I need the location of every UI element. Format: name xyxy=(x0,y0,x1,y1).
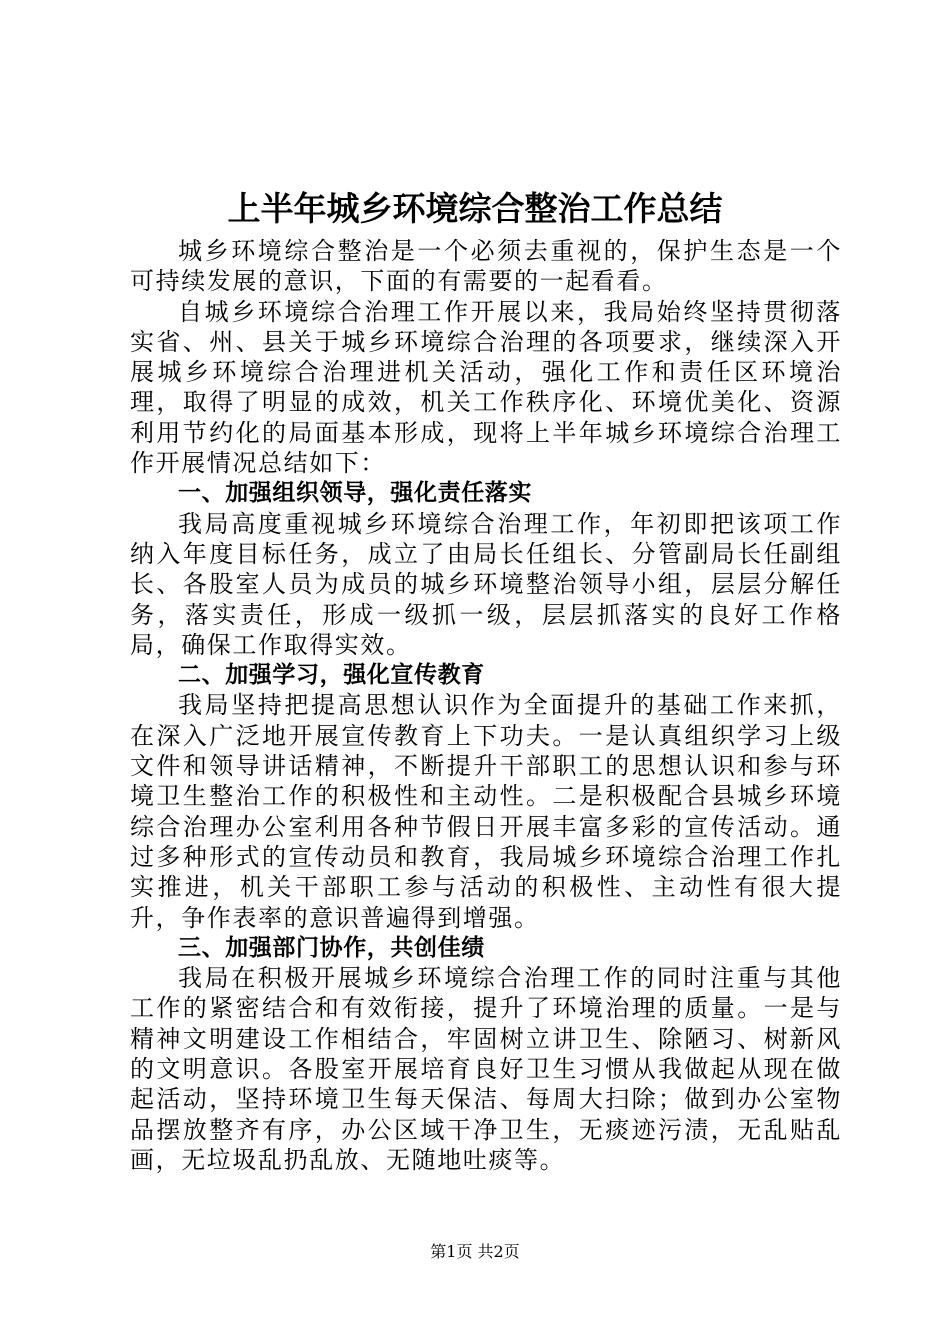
document-body xyxy=(130,236,842,1175)
paragraph-overview: 自城乡环境综合治理工作开展以来，我局始终坚持贯彻落实省、州、县关于城乡环境综合治理的各项要求，继续深入开展城乡环境综合治理进机关活动，强化工作和责任区环境治理，取得了明显的成效，机关工作秩序化、环境优美化、资源利用节约化的局面基本形成，现将上半年城乡环境综合治理工作开展情况总结如下： xyxy=(130,297,842,478)
paragraph-section-3: 我局在积极开展城乡环境综合治理工作的同时注重与其他工作的紧密结合和有效衔接，提升了环境治理的质量。一是与精神文明建设工作相结合，牢固树立讲卫生、除陋习、树新风的文明意识。各股室开展培育良好卫生习惯从我做起从现在做起活动，坚持环境卫生每天保洁、每周大扫除；做到办公室物品摆放整齐有序，办公区域干净卫生，无痰迹污渍，无乱贴乱画，无垃圾乱扔乱放、无随地吐痰等。 xyxy=(130,964,842,1174)
page-number-footer: 第1页 共2页 xyxy=(430,1242,520,1261)
document-title: 上半年城乡环境综合整治工作总结 xyxy=(227,189,723,228)
paragraph-section-1: 我局高度重视城乡环境综合治理工作，年初即把该项工作纳入年度目标任务，成立了由局长任组长、分管副局长任副组长、各股室人员为成员的城乡环境整治领导小组，层层分解任务，落实责任，形成一级抓一级，层层抓落实的良好工作格局，确保工作取得实效。 xyxy=(130,509,842,659)
section-heading-2: 二、加强学习，强化宣传教育 xyxy=(178,662,485,689)
paragraph-section-2: 我局坚持把提高思想认识作为全面提升的基础工作来抓，在深入广泛地开展宣传教育上下功夫。一是认真组织学习上级文件和领导讲话精神，不断提升干部职工的思想认识和参与环境卫生整治工作的积极性和主动性。二是积极配合县城乡环境综合治理办公室利用各种节假日开展丰富多彩的宣传活动。通过多种形式的宣传动员和教育，我局城乡环境综合治理工作扎实推进，机关干部职工参与活动的积极性、主动性有很大提升，争作表率的意识普遍得到增强。 xyxy=(130,691,842,932)
section-heading-3: 三、加强部门协作，共创佳绩 xyxy=(178,934,485,961)
section-heading-1: 一、加强组织领导，强化责任落实 xyxy=(178,480,532,507)
paragraph-intro: 城乡环境综合整治是一个必须去重视的，保护生态是一个可持续发展的意识，下面的有需要的一起看看。 xyxy=(130,237,842,296)
